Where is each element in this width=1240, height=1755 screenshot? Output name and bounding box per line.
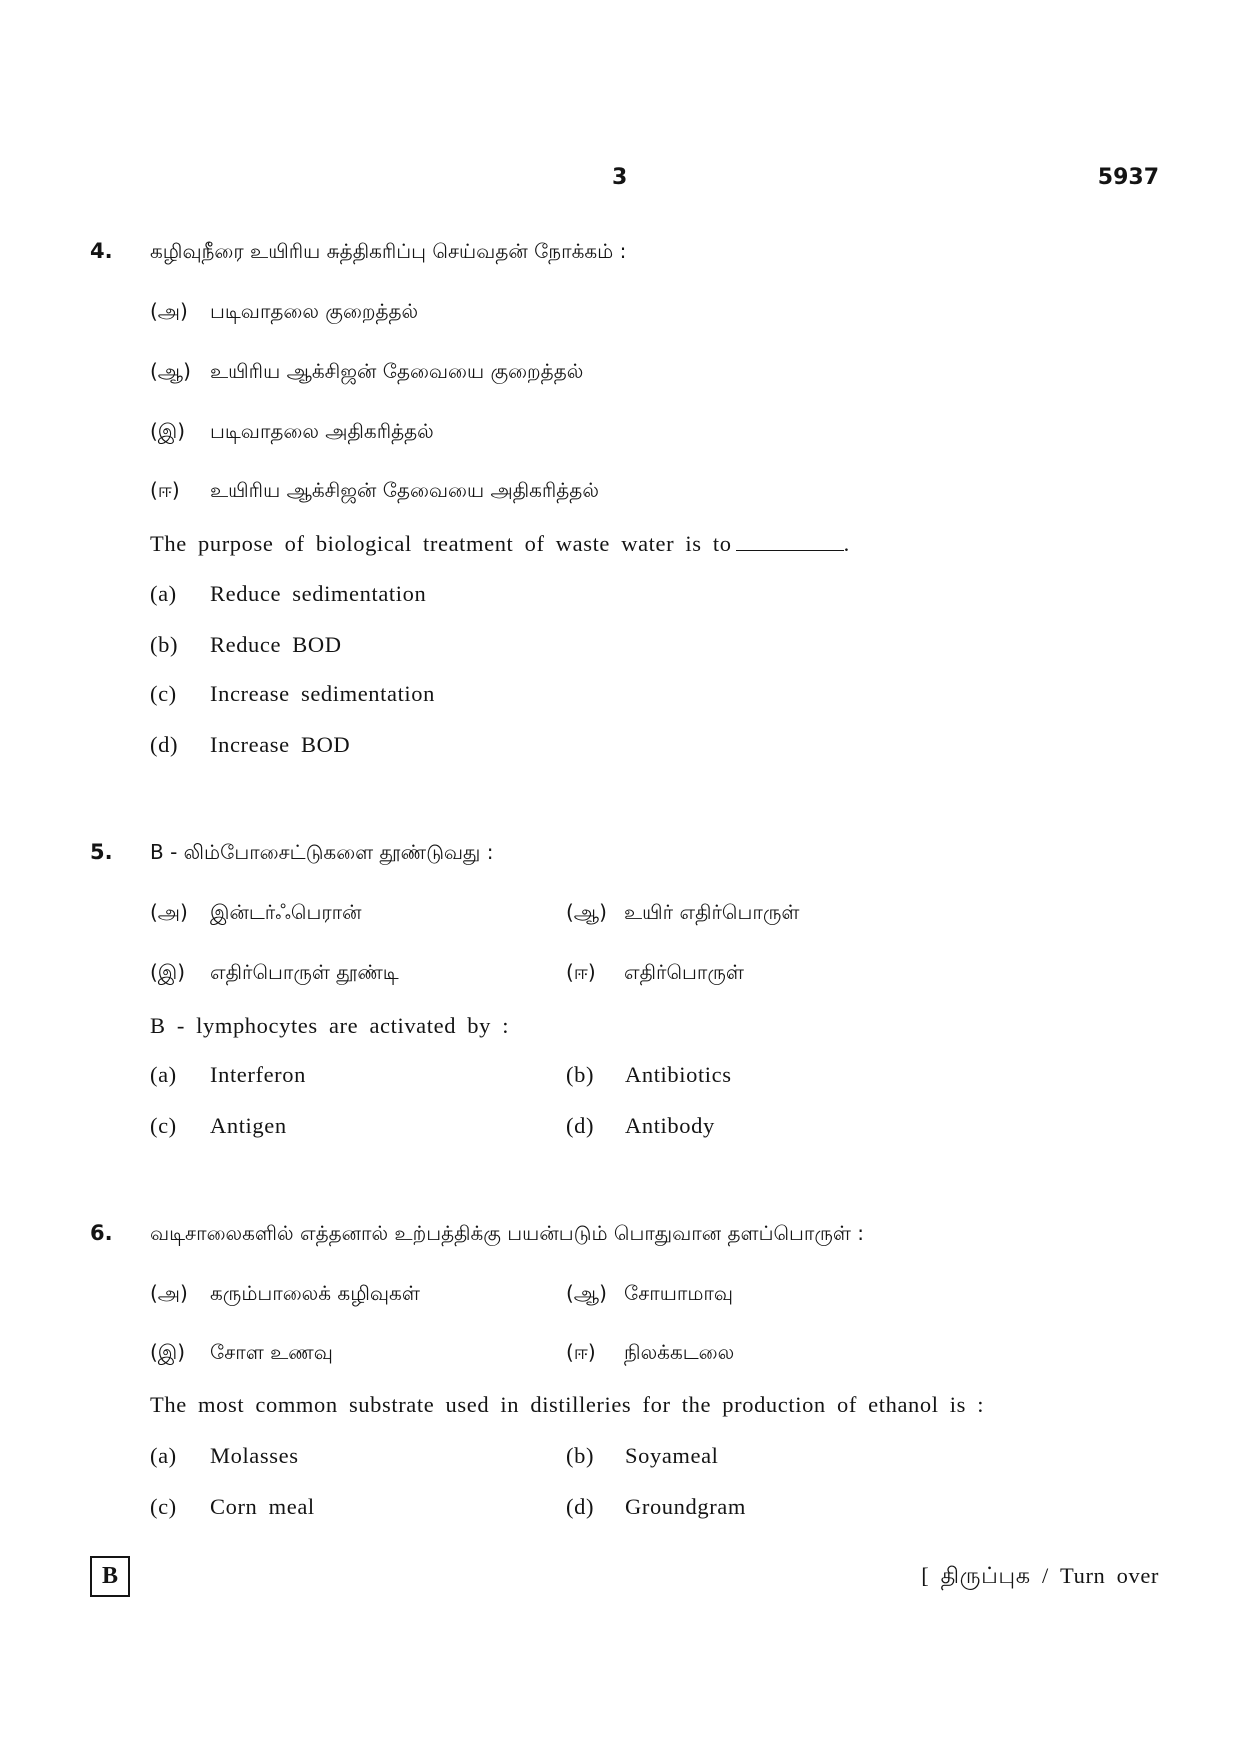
option-text-tamil: எதிர்பொருள் xyxy=(624,960,744,984)
option-text-english: Antigen xyxy=(210,1113,287,1138)
option-text-english: Reduce sedimentation xyxy=(210,581,427,606)
option-label-tamil: (ஈ) xyxy=(150,478,180,502)
option-label-english: (a) xyxy=(150,1062,177,1087)
option-text-tamil: நிலக்கடலை xyxy=(624,1340,735,1364)
option-text-english: Antibody xyxy=(625,1113,715,1138)
question-text-tamil: வடிசாலைகளில் எத்தனால் உற்பத்திக்கு பயன்படும் பொதுவான தளப்பொருள் : xyxy=(150,1221,865,1245)
option-text-tamil: சோயாமாவு xyxy=(624,1281,734,1305)
turn-over-note: [ திருப்புக / Turn over xyxy=(921,1563,1159,1588)
question-number: 4. xyxy=(90,239,113,263)
option-label-english: (c) xyxy=(150,681,177,706)
option-text-english: Interferon xyxy=(210,1062,306,1087)
question-number: 6. xyxy=(90,1221,113,1245)
paper-code: 5937 xyxy=(1097,165,1159,190)
option-label-english: (c) xyxy=(150,1113,177,1138)
option-text-english: Increase sedimentation xyxy=(210,681,435,706)
option-label-tamil: (இ) xyxy=(150,419,186,443)
question-text-english: The most common substrate used in distilleries for the production of ethanol is : xyxy=(150,1392,985,1417)
option-text-tamil: உயிர் எதிர்பொருள் xyxy=(624,900,800,924)
option-label-tamil: (ஆ) xyxy=(150,359,191,383)
option-text-tamil: கரும்பாலைக் கழிவுகள் xyxy=(210,1281,420,1305)
option-text-tamil: படிவாதலை அதிகரித்தல் xyxy=(210,419,434,443)
option-text-english: Antibiotics xyxy=(625,1062,732,1087)
question-text-tamil: கழிவுநீரை உயிரிய சுத்திகரிப்பு செய்வதன் நோக்கம் : xyxy=(150,239,627,263)
answer-blank xyxy=(736,532,844,551)
option-label-tamil: (ஆ) xyxy=(566,900,607,924)
option-label-tamil: (அ) xyxy=(150,1281,188,1305)
page-number: 3 xyxy=(612,165,628,190)
version-box: B xyxy=(90,1556,130,1597)
option-label-english: (b) xyxy=(566,1062,595,1087)
option-label-tamil: (இ) xyxy=(150,960,186,984)
question-text-english-suffix: . xyxy=(843,531,850,556)
option-label-english: (d) xyxy=(566,1113,595,1138)
option-text-english: Molasses xyxy=(210,1443,299,1468)
option-text-tamil: சோள உணவு xyxy=(210,1340,333,1364)
option-text-english: Soyameal xyxy=(625,1443,719,1468)
option-text-english: Corn meal xyxy=(210,1494,315,1519)
option-label-tamil: (ஆ) xyxy=(566,1281,607,1305)
option-label-tamil: (அ) xyxy=(150,299,188,323)
option-text-tamil: படிவாதலை குறைத்தல் xyxy=(210,299,419,323)
option-label-english: (d) xyxy=(566,1494,595,1519)
option-label-tamil: (ஈ) xyxy=(566,1340,596,1364)
option-text-tamil: இன்டர்ஃபெரான் xyxy=(210,900,362,924)
option-text-english: Groundgram xyxy=(625,1494,746,1519)
option-label-english: (b) xyxy=(566,1443,595,1468)
question-text-english-body: The purpose of biological treatment of waste water is to xyxy=(150,531,732,556)
option-label-english: (a) xyxy=(150,1443,177,1468)
question-text-english xyxy=(150,529,850,559)
question-text-tamil: B - லிம்போசைட்டுகளை தூண்டுவது : xyxy=(150,840,494,864)
option-label-english: (d) xyxy=(150,732,179,757)
option-label-tamil: (ஈ) xyxy=(566,960,596,984)
option-label-english: (b) xyxy=(150,632,179,657)
option-label-english: (c) xyxy=(150,1494,177,1519)
question-text-english: B - lymphocytes are activated by : xyxy=(150,1013,510,1038)
option-label-tamil: (அ) xyxy=(150,900,188,924)
option-text-tamil: எதிர்பொருள் தூண்டி xyxy=(210,960,399,984)
option-label-english: (a) xyxy=(150,581,177,606)
option-text-tamil: உயிரிய ஆக்சிஜன் தேவையை குறைத்தல் xyxy=(210,359,584,383)
option-text-english: Increase BOD xyxy=(210,732,351,757)
option-label-tamil: (இ) xyxy=(150,1340,186,1364)
option-text-tamil: உயிரிய ஆக்சிஜன் தேவையை அதிகரித்தல் xyxy=(210,478,599,502)
question-number: 5. xyxy=(90,840,113,864)
option-text-english: Reduce BOD xyxy=(210,632,342,657)
